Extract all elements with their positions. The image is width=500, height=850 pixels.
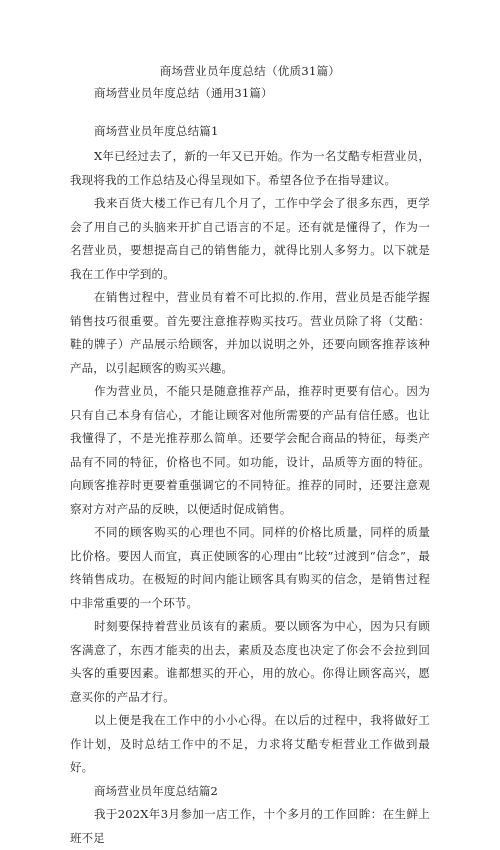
paragraph: 我来百货大楼工作已有几个月了，工作中学会了很多东西，更学会了用自己的头脑来开扩自己语言的不足。还有就是懂得了，作为一名营业员，要想提高自己的销售能力，就得比别人多努力。以下就是我在工作中学到的。 [70, 196, 430, 281]
document-subtitle: 商场营业员年度总结（通用31篇） [94, 86, 273, 100]
paragraph: 我于202X年3月参加一店工作，十个多月的工作回眸：在生鲜上班不足 [70, 807, 430, 845]
paragraph: 以上便是我在工作中的小小心得。在以后的过程中，我将做好工作计划，及时总结工作中的不足，力求将艾酷专柜营业工作做到最好。 [70, 713, 430, 774]
section-heading-2: 商场营业员年度总结篇2 [94, 783, 218, 798]
section-heading-1: 商场营业员年度总结篇1 [94, 124, 219, 138]
paragraph: 时刻要保持着营业员该有的素质。要以顾客为中心，因为只有顾客满意了，东西才能卖的出去，素质及态度也决定了你会不会拉到回头客的重要因素。谁都想买的开心，用的放心。你得让顾客高兴，愿意买你的产品才行。 [70, 619, 430, 704]
document-title: 商场营业员年度总结（优质31篇） [159, 64, 341, 78]
paragraph: X年已经过去了，新的一年又已开始。作为一名艾酷专柜营业员，我现将我的工作总结及心得呈现如下。希望各位予在指导建议。 [70, 149, 430, 187]
paragraph: 作为营业员，不能只是随意推荐产品，推荐时更要有信心。因为只有自己本身有信心，才能让顾客对他所需要的产品有信任感。也让我懂得了，不是光推荐那么简单。还要学会配合商品的特征，每类产品有不同的特征，价格也不同。如功能，设计，品质等方面的特征。向顾客推荐时更要着重强调它的不同特征。推荐的同时，还要注意观察对方对产品的反映，以便适时促成销售。 [70, 384, 430, 516]
paragraph: 在销售过程中，营业员有着不可比拟的.作用，营业员是否能学握销售技巧很重要。首先要注意推荐购买技巧。营业员除了将（艾酷：鞋的牌子）产品展示给顾客，并加以说明之外，还要向顾客推荐该种产品，以引起顾客的购买兴趣。 [70, 290, 430, 375]
paragraph: 不同的顾客购买的心理也不同。同样的价格比质量，同样的质量比价格。要因人而宜，真正使顾客的心理由“比较”过渡到“信念”，最终销售成功。在极短的时间内能让顾客具有购买的信念，是销售过程中非常重要的一个环节。 [70, 525, 430, 610]
